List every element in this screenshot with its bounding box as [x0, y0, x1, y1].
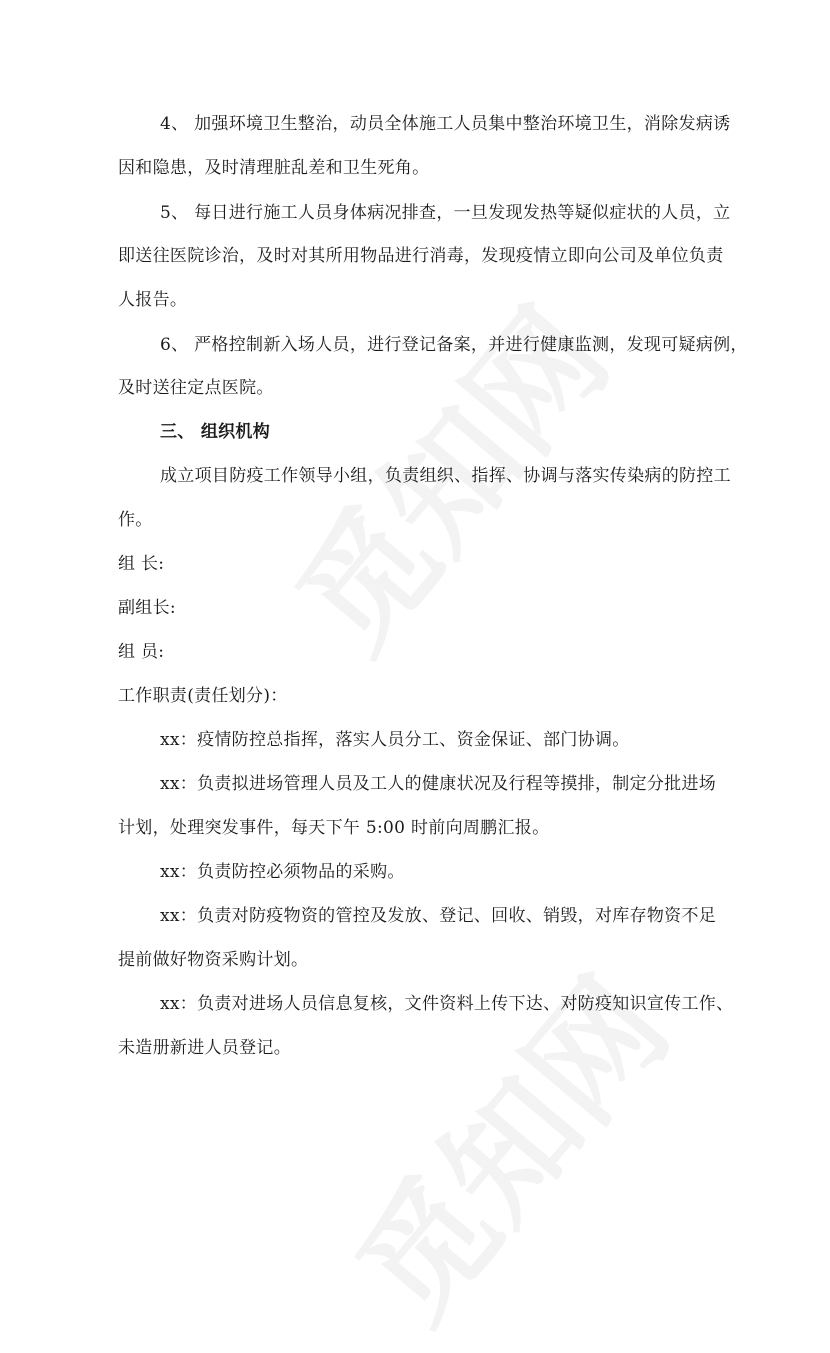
- duty-5-line-2: 未造册新进人员登记。: [118, 1038, 291, 1058]
- para-4-line-2: 因和隐患，及时清理脏乱差和卫生死角。: [118, 158, 430, 178]
- para-5-line-1: 5、 每日进行施工人员身体病况排查，一旦发现发热等疑似症状的人员，立: [160, 203, 731, 223]
- team-member-label: 组 员:: [118, 642, 165, 662]
- duty-4-line-1: xx：负责对防疫物资的管控及发放、登记、回收、销毁，对库存物资不足: [160, 906, 717, 926]
- para-6-line-2: 及时送往定点医院。: [118, 378, 274, 398]
- duty-1: xx：疫情防控总指挥，落实人员分工、资金保证、部门协调。: [160, 730, 630, 750]
- duty-2-line-1: xx：负责拟进场管理人员及工人的健康状况及行程等摸排，制定分批进场: [160, 774, 717, 794]
- deputy-leader-label: 副组长:: [118, 598, 176, 618]
- duty-5-line-1: xx：负责对进场人员信息复核，文件资料上传下达、对防疫知识宣传工作、: [160, 994, 734, 1014]
- para-5-line-2: 即送往医院诊治，及时对其所用物品进行消毒，发现疫情立即向公司及单位负责: [118, 246, 724, 266]
- duties-heading: 工作职责(责任划分)：: [118, 686, 288, 706]
- duty-3: xx：负责防控必须物品的采购。: [160, 862, 405, 882]
- team-leader-label: 组 长:: [118, 554, 165, 574]
- duty-2-line-2: 计划，处理突发事件，每天下午 5:00 时前向周鹏汇报。: [118, 818, 550, 838]
- para-6-line-1: 6、 严格控制新入场人员，进行登记备案，并进行健康监测，发现可疑病例，: [160, 335, 748, 355]
- duty-4-line-2: 提前做好物资采购计划。: [118, 950, 309, 970]
- intro-line-1: 成立项目防疫工作领导小组，负责组织、指挥、协调与落实传染病的防控工: [160, 466, 731, 486]
- section-heading-organization: 三、 组织机构: [160, 422, 271, 442]
- para-4-line-1: 4、 加强环境卫生整治，动员全体施工人员集中整治环境卫生，消除发病诱: [160, 114, 731, 134]
- para-5-line-3: 人报告。: [118, 290, 188, 310]
- intro-line-2: 作。: [118, 510, 153, 530]
